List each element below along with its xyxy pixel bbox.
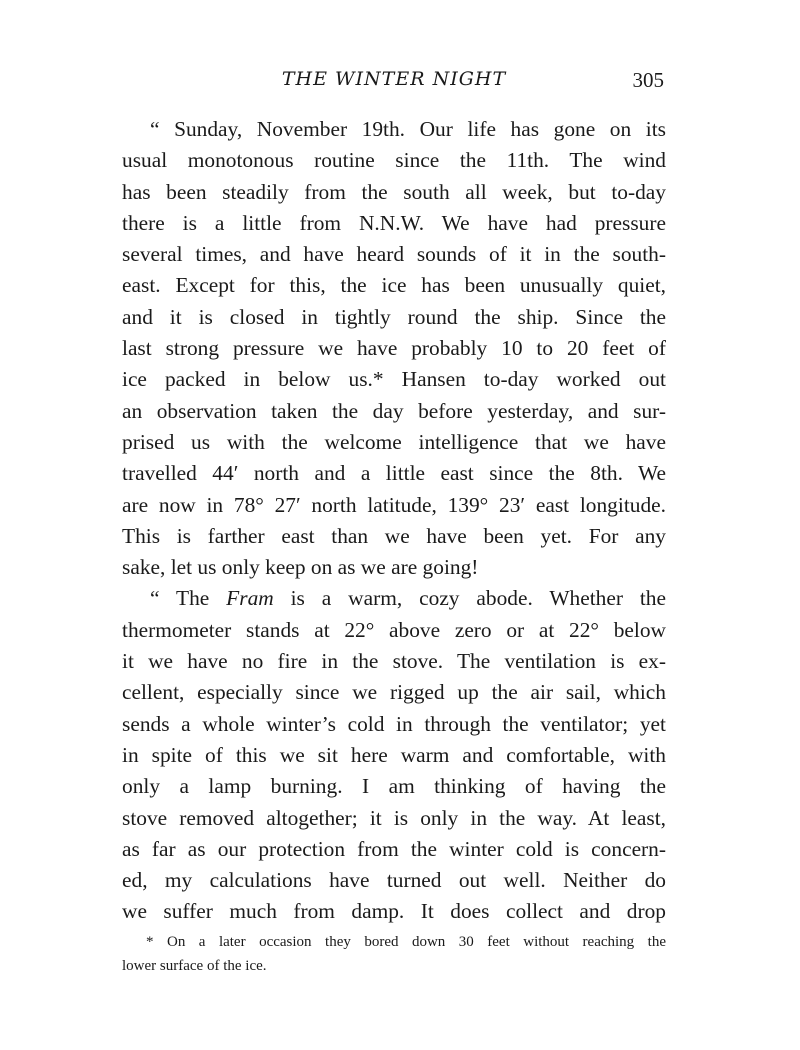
footnote-line: * On a later occasion they bored down 30 feet without reaching the (146, 934, 666, 950)
footnote (122, 930, 666, 978)
text-line: thermometer stands at 22° above zero or at 22° below (122, 617, 666, 642)
text-line: and it is closed in tightly round the ship. Since the (122, 304, 666, 329)
text-line: usual monotonous routine since the 11th. The wind (122, 148, 666, 173)
text-fragment: “ The (150, 586, 227, 611)
text-line: only a lamp burning. I am thinking of having the (122, 774, 666, 799)
text-line: there is a little from N.N.W. We have had pressure (122, 210, 666, 235)
text-line: has been steadily from the south all week, but to-day (122, 179, 666, 204)
text-line: sake, let us only keep on as we are going! (122, 555, 479, 580)
text-line: several times, and have heard sounds of it in the south- (122, 242, 666, 267)
text-line: cellent, especially since we rigged up the air sail, which (122, 680, 666, 705)
text-line: “ Sunday, November 19th. Our life has gone on its (150, 117, 666, 141)
text-line: are now in 78° 27′ north latitude, 139° 23′ east longitude. (122, 492, 666, 517)
text-line: This is farther east than we have been yet. For any (122, 523, 666, 548)
text-line: last strong pressure we have probably 10 to 20 feet of (122, 336, 666, 361)
text-line (122, 583, 666, 614)
body-text (122, 114, 666, 928)
text-line: stove removed altogether; it is only in the way. At least, (122, 805, 666, 830)
text-line: in spite of this we sit here warm and comfortable, with (122, 742, 666, 767)
text-line: east. Except for this, the ice has been unusually quiet, (122, 273, 666, 298)
text-fragment: is a warm, cozy abode. Whether the (273, 586, 666, 611)
text-line: we suffer much from damp. It does collect and drop (122, 899, 666, 924)
text-line: as far as our protection from the winter cold is concern- (122, 836, 666, 861)
text-line: ice packed in below us.* Hansen to-day worked out (122, 367, 666, 392)
running-head: THE WINTER NIGHT (281, 68, 507, 90)
footnote-line: lower surface of the ice. (122, 958, 267, 974)
text-line: sends a whole winter’s cold in through the ventilator; yet (122, 711, 666, 736)
text-line: ed, my calculations have turned out well. Neither do (122, 868, 666, 893)
text-line: an observation taken the day before yesterday, and sur- (122, 398, 666, 423)
text-line: it we have no fire in the stove. The ventilation is ex- (122, 649, 666, 674)
page-header (124, 64, 664, 94)
ship-name: Fram (226, 586, 274, 611)
text-line: travelled 44′ north and a little east since the 8th. We (122, 461, 666, 486)
text-line: prised us with the welcome intelligence that we have (122, 429, 666, 454)
page-number: 305 (632, 68, 664, 92)
